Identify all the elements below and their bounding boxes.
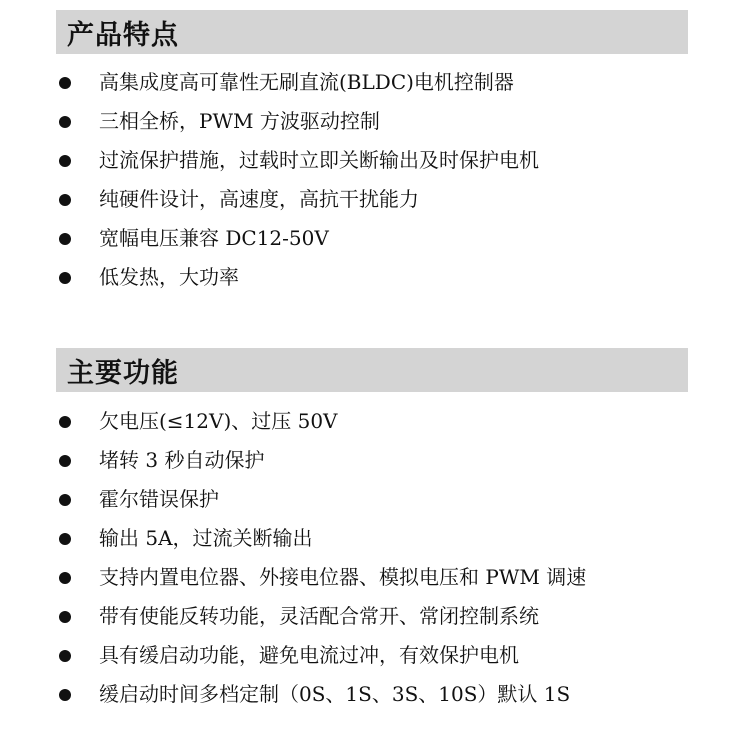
list-item-text: 堵转 3 秒自动保护 (99, 448, 265, 472)
bullet-icon (59, 611, 71, 623)
bullet-icon (59, 155, 71, 167)
section-header-functions (56, 348, 688, 392)
bullet-icon (59, 116, 71, 128)
list-item-text: 纯硬件设计，高速度，高抗干扰能力 (99, 187, 419, 211)
list-item-text: 缓启动时间多档定制（0S、1S、3S、10S）默认 1S (99, 682, 571, 706)
list-item-text: 过流保护措施，过载时立即关断输出及时保护电机 (99, 148, 539, 172)
bullet-icon (59, 416, 71, 428)
bullet-icon (59, 77, 71, 89)
list-item-text: 低发热，大功率 (99, 265, 239, 289)
bullet-icon (59, 572, 71, 584)
bullet-icon (59, 650, 71, 662)
list-item-text: 霍尔错误保护 (99, 487, 219, 511)
list-item-text: 输出 5A，过流关断输出 (99, 526, 313, 550)
bullet-icon (59, 533, 71, 545)
list-item-text: 支持内置电位器、外接电位器、模拟电压和 PWM 调速 (99, 565, 587, 589)
bullet-icon (59, 233, 71, 245)
section-header-features (56, 10, 688, 54)
list-item-text: 三相全桥，PWM 方波驱动控制 (99, 109, 380, 133)
section-title-features: 产品特点 (67, 19, 179, 51)
bullet-icon (59, 194, 71, 206)
list-item-text: 带有使能反转功能，灵活配合常开、常闭控制系统 (99, 604, 539, 628)
section-title-functions: 主要功能 (67, 357, 179, 389)
bullet-icon (59, 689, 71, 701)
list-item-text: 宽幅电压兼容 DC12-50V (99, 226, 329, 250)
bullet-icon (59, 272, 71, 284)
list-item-text: 高集成度高可靠性无刷直流(BLDC)电机控制器 (99, 70, 514, 94)
bullet-icon (59, 455, 71, 467)
bullet-icon (59, 494, 71, 506)
list-item-text: 欠电压(≤12V)、过压 50V (99, 409, 338, 433)
list-item-text: 具有缓启动功能，避免电流过冲，有效保护电机 (99, 643, 519, 667)
